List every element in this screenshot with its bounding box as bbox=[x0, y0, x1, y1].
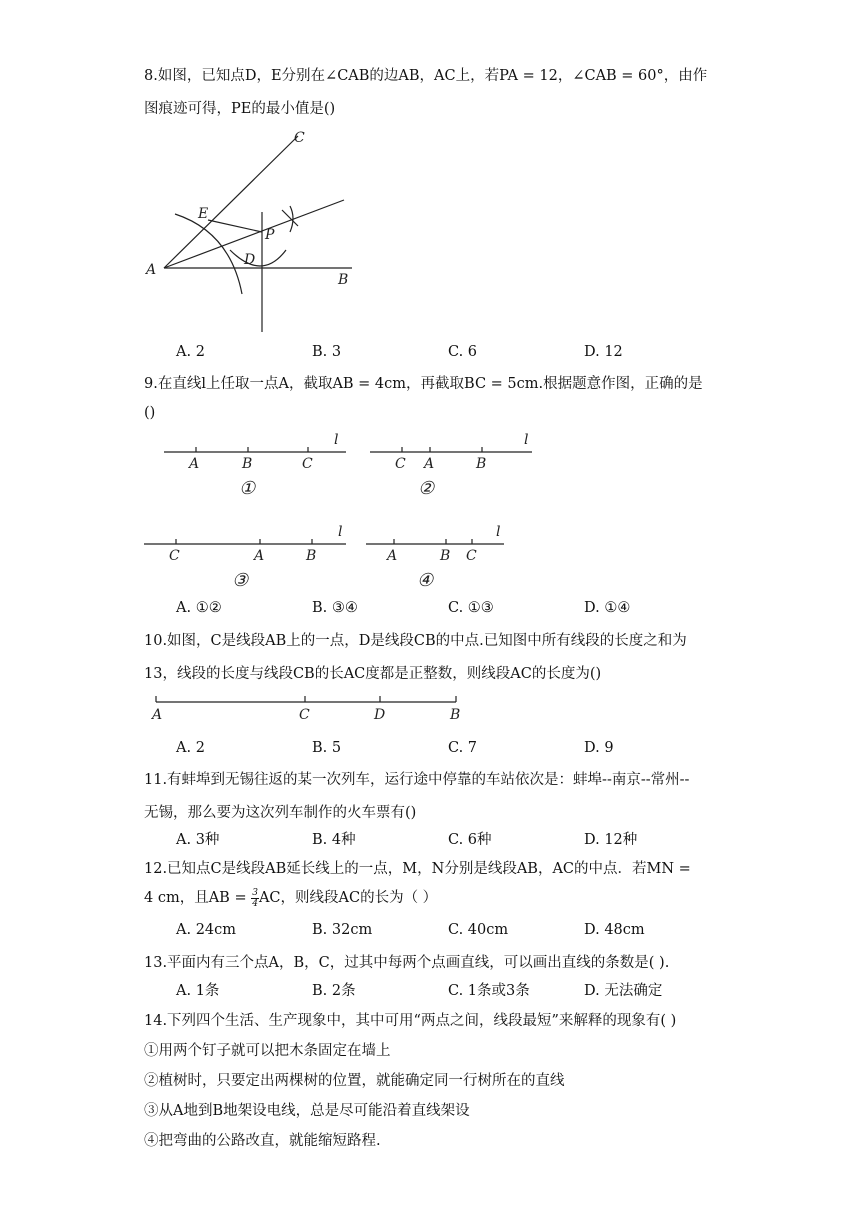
q11-text-line2: 无锡，那么要为这次列车制作的火车票有() bbox=[144, 805, 417, 821]
q10-option-a[interactable]: A. 2 bbox=[176, 740, 205, 756]
q11-text-line1: 11.有蚌埠到无锡往返的某一次列车，运行途中停靠的车站依次是：蚌埠--南京--常州-- bbox=[144, 772, 690, 788]
q12-fraction bbox=[251, 888, 259, 909]
q9-text-line2: () bbox=[144, 405, 156, 421]
q10-text-line1: 10.如图，C是线段AB上的一点，D是线段CB的中点.已知图中所有线段的长度之和为 bbox=[144, 633, 687, 649]
q9-fig4-number: ④ bbox=[417, 570, 434, 590]
q12-option-b[interactable]: B. 32cm bbox=[312, 922, 373, 938]
q9-fig1-point-3: C bbox=[302, 456, 313, 472]
q11-option-a[interactable]: A. 3种 bbox=[176, 832, 220, 848]
q12-option-d[interactable]: D. 48cm bbox=[584, 922, 645, 938]
q9-figure-3 bbox=[140, 520, 360, 590]
q10-point-d: D bbox=[374, 707, 386, 723]
q12-text-line2 bbox=[144, 886, 437, 909]
q13-option-c[interactable]: C. 1条或3条 bbox=[448, 983, 530, 999]
q9-fig1-point-1: A bbox=[189, 456, 200, 472]
q14-item-3: ③从A地到B地架设电线，总是尽可能沿着直线架设 bbox=[144, 1103, 470, 1119]
q9-fig2-line-label: l bbox=[524, 432, 529, 448]
q10-option-c[interactable]: C. 7 bbox=[448, 740, 478, 756]
q11-option-b[interactable]: B. 4种 bbox=[312, 832, 356, 848]
q13-option-b[interactable]: B. 2条 bbox=[312, 983, 356, 999]
q13-option-d[interactable]: D. 无法确定 bbox=[584, 983, 663, 999]
q12-fraction-denominator: 4 bbox=[252, 898, 258, 909]
q13-option-a[interactable]: A. 1条 bbox=[176, 983, 220, 999]
q14-text-line1: 14.下列四个生活、生产现象中，其中可用“两点之间，线段最短”来解释的现象有( ) bbox=[144, 1013, 677, 1029]
q9-figure-2 bbox=[366, 428, 546, 498]
q10-point-a: A bbox=[152, 707, 163, 723]
q8-figure bbox=[140, 122, 370, 334]
q9-fig3-point-2: A bbox=[254, 548, 265, 564]
q8-label-p: P bbox=[265, 227, 275, 243]
q12-text-line1: 12.已知点C是线段AB延长线上的一点，M，N分别是线段AB，AC的中点．若MN = bbox=[144, 861, 691, 877]
q12-option-a[interactable]: A. 24cm bbox=[176, 922, 237, 938]
q10-option-b[interactable]: B. 5 bbox=[312, 740, 342, 756]
q12-text-line2-end: AC，则线段AC的长为（ ） bbox=[258, 890, 438, 906]
q14-item-1: ①用两个钉子就可以把木条固定在墙上 bbox=[144, 1043, 391, 1059]
q10-figure bbox=[148, 690, 468, 726]
q9-fig2-number: ② bbox=[418, 478, 435, 498]
q9-fig3-line-label: l bbox=[338, 524, 343, 540]
q9-fig4-point-2: B bbox=[440, 548, 451, 564]
q10-point-b: B bbox=[450, 707, 461, 723]
q8-option-c[interactable]: C. 6 bbox=[448, 344, 478, 360]
q12-text-line2-start: 4 cm，且AB = bbox=[144, 890, 252, 906]
q8-option-b[interactable]: B. 3 bbox=[312, 344, 342, 360]
q9-option-c[interactable]: C. ①③ bbox=[448, 600, 494, 616]
q9-figure-1 bbox=[160, 428, 360, 498]
q10-point-c: C bbox=[299, 707, 310, 723]
q9-fig2-point-2: A bbox=[424, 456, 435, 472]
q9-fig3-number: ③ bbox=[232, 570, 249, 590]
q11-option-c[interactable]: C. 6种 bbox=[448, 832, 492, 848]
q14-item-2: ②植树时，只要定出两棵树的位置，就能确定同一行树所在的直线 bbox=[144, 1073, 565, 1089]
q9-fig1-number: ① bbox=[239, 478, 256, 498]
q9-text-line1: 9.在直线l上任取一点A，截取AB = 4cm，再截取BC = 5cm.根据题意作图，正确的是 bbox=[144, 376, 703, 392]
q9-option-b[interactable]: B. ③④ bbox=[312, 600, 358, 616]
q8-text-line2: 图痕迹可得，PE的最小值是() bbox=[144, 101, 336, 117]
q9-fig4-point-1: A bbox=[387, 548, 398, 564]
q13-text-line1: 13.平面内有三个点A，B，C，过其中每两个点画直线，可以画出直线的条数是( ). bbox=[144, 955, 670, 971]
q8-label-c: C bbox=[294, 130, 305, 146]
q9-fig4-point-3: C bbox=[466, 548, 477, 564]
q10-text-line2: 13，线段的长度与线段CB的长AC度都是正整数，则线段AC的长度为() bbox=[144, 666, 602, 682]
q9-fig2-point-3: B bbox=[476, 456, 487, 472]
q10-option-d[interactable]: D. 9 bbox=[584, 740, 614, 756]
q9-fig4-line-label: l bbox=[496, 524, 501, 540]
q9-fig3-point-1: C bbox=[169, 548, 180, 564]
q8-label-b: B bbox=[338, 272, 349, 288]
q8-label-a: A bbox=[146, 262, 157, 278]
q9-fig2-point-1: C bbox=[395, 456, 406, 472]
q9-figure-4 bbox=[362, 520, 522, 590]
q8-label-d: D bbox=[244, 252, 256, 268]
q12-fraction-numerator: 3 bbox=[252, 887, 258, 898]
q8-label-e: E bbox=[198, 206, 209, 222]
q9-fig1-point-2: B bbox=[242, 456, 253, 472]
q14-item-4: ④把弯曲的公路改直，就能缩短路程. bbox=[144, 1133, 381, 1149]
q9-option-d[interactable]: D. ①④ bbox=[584, 600, 631, 616]
q8-option-d[interactable]: D. 12 bbox=[584, 344, 623, 360]
q9-fig3-point-3: B bbox=[306, 548, 317, 564]
q9-fig1-line-label: l bbox=[334, 432, 339, 448]
q11-option-d[interactable]: D. 12种 bbox=[584, 832, 638, 848]
q8-text-line1: 8.如图，已知点D，E分别在∠CAB的边AB，AC上，若PA = 12，∠CAB = 60°，由作 bbox=[144, 68, 708, 84]
q9-option-a[interactable]: A. ①② bbox=[176, 600, 222, 616]
q12-option-c[interactable]: C. 40cm bbox=[448, 922, 509, 938]
q8-option-a[interactable]: A. 2 bbox=[176, 344, 205, 360]
